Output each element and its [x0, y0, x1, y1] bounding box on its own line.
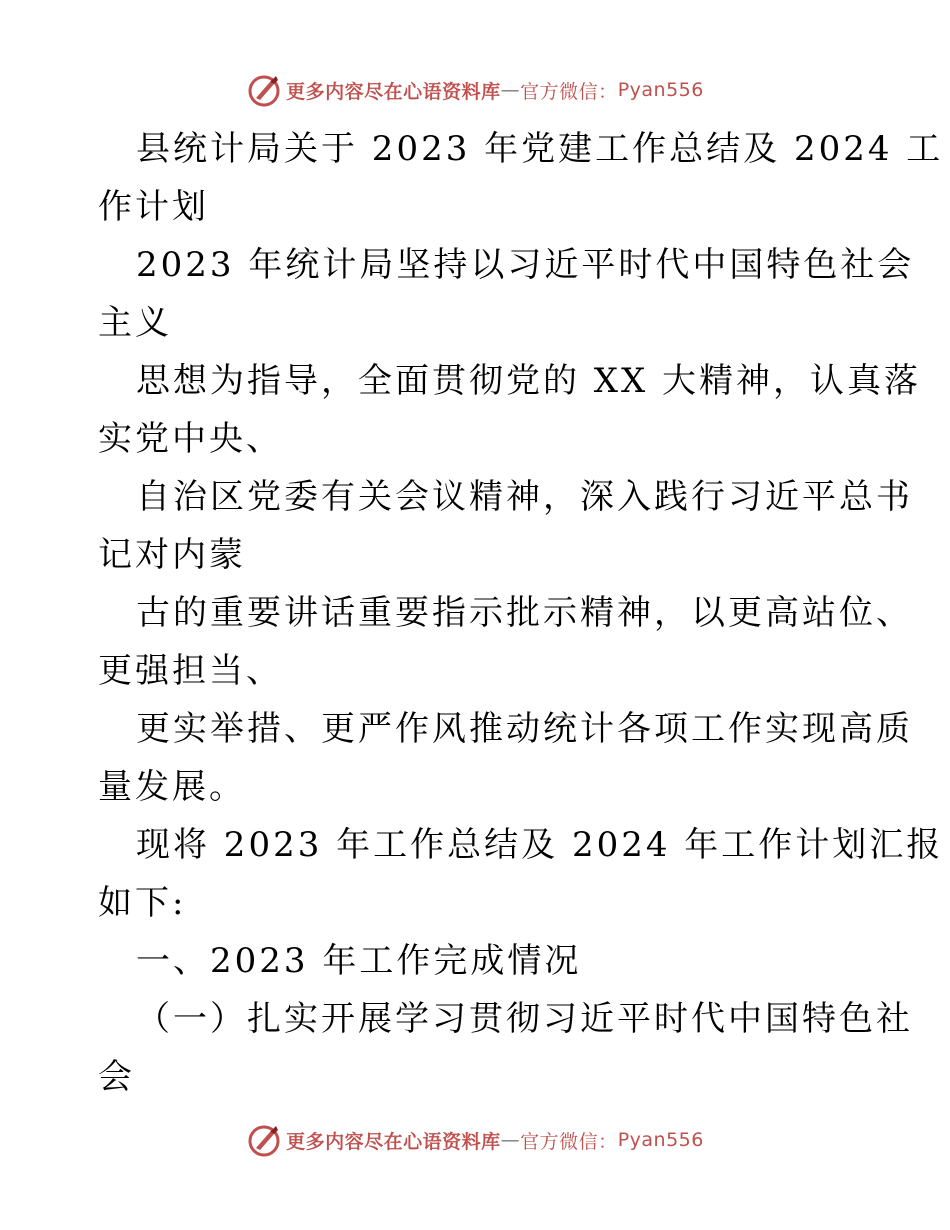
paragraph-line: 更强担当、	[98, 651, 283, 691]
paragraph-line: 如下:	[98, 883, 187, 923]
watermark-id: Pyan556	[617, 1129, 704, 1151]
pen-logo-icon	[246, 1122, 282, 1158]
watermark-id: Pyan556	[617, 79, 704, 101]
paragraph-line: 自治区党委有关会议精神，深入践行习近平总书	[136, 477, 913, 517]
footer-watermark	[0, 1120, 950, 1160]
paragraph-line: 实党中央、	[98, 419, 283, 459]
paragraph-line: 古的重要讲话重要指示批示精神，以更高站位、	[136, 593, 913, 633]
paragraph-line: 会	[98, 1057, 135, 1097]
pen-logo-icon	[246, 72, 282, 108]
document-body	[98, 120, 944, 1106]
title-line-2: 作计划	[98, 187, 209, 227]
paragraph-line: 更实举措、更严作风推动统计各项工作实现高质	[136, 709, 913, 749]
watermark-separator: —	[500, 79, 521, 101]
paragraph-line: 2023 年统计局坚持以习近平时代中国特色社会	[136, 245, 915, 285]
paragraph-line: 现将 2023 年工作总结及 2024 年工作计划汇报	[136, 825, 944, 865]
header-watermark	[0, 70, 950, 110]
section-heading: 一、2023 年工作完成情况	[136, 941, 582, 981]
paragraph-line: 思想为指导，全面贯彻党的 XX 大精神，认真落	[136, 361, 922, 401]
subsection-heading: （一）扎实开展学习贯彻习近平时代中国特色社	[136, 999, 913, 1039]
paragraph-line: 量发展。	[98, 767, 246, 807]
watermark-main-text: 更多内容尽在心语资料库	[286, 80, 501, 103]
title-line-1: 县统计局关于 2023 年党建工作总结及 2024 工	[136, 129, 944, 169]
paragraph-line: 记对内蒙	[98, 535, 246, 575]
watermark-main-text: 更多内容尽在心语资料库	[286, 1130, 501, 1153]
paragraph-line: 主义	[98, 303, 172, 343]
watermark-separator: —	[500, 1129, 521, 1151]
watermark-label: 官方微信：	[520, 80, 618, 103]
watermark-label: 官方微信：	[520, 1130, 618, 1153]
